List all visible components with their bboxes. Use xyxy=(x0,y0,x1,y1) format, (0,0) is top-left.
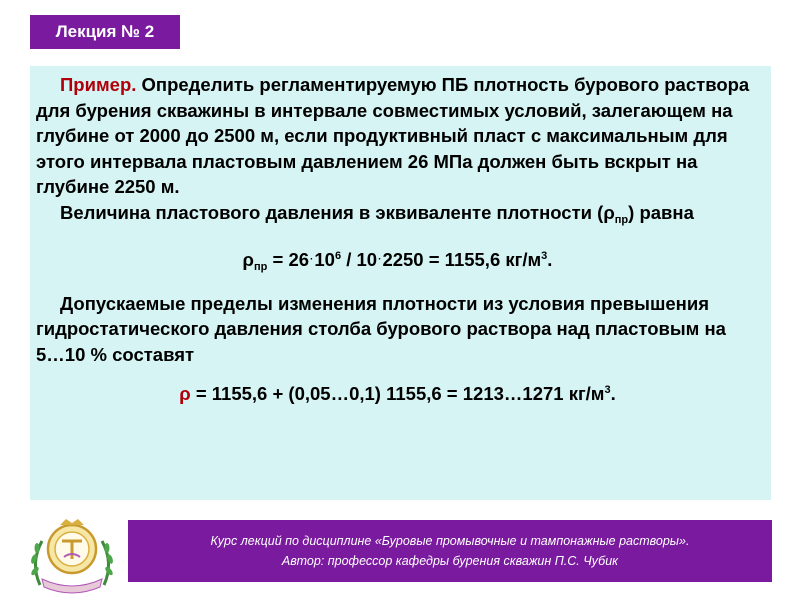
formula1-part2: 10 xyxy=(314,249,335,270)
equivalent-density-text: Величина пластового давления в эквиваленте плотности (ρ xyxy=(60,201,615,223)
formula-density-range xyxy=(36,381,759,407)
example-label: Пример. xyxy=(60,74,137,95)
formula-reservoir-density xyxy=(36,247,759,273)
lecture-content-panel xyxy=(30,66,771,500)
formula2-symbol: ρ xyxy=(179,383,191,404)
multiply-dot: · xyxy=(378,254,382,265)
formula1-part4: 2250 = 1155,6 кг/м xyxy=(382,249,542,270)
formula1-subscript: пр xyxy=(254,261,268,273)
example-paragraph xyxy=(36,72,759,200)
formula1-exponent: 6 xyxy=(334,250,342,262)
formula2-body: = 1155,6 + (0,05…0,1) 1155,6 = 1213…1271 кг/м xyxy=(195,383,605,404)
formula2-end: . xyxy=(610,383,616,404)
limits-paragraph xyxy=(36,291,759,368)
formula1-part3: / 10 xyxy=(346,249,378,270)
problem-text: Определить регламентируемую ПБ плотность бурового раствора для бурения скважины в интервале совместимых условий, залегающем на глубине от 2000 до 2500 м, если продуктивный пласт с максимальным для этого интервала пластовым давлением 26 МПа должен быть вскрыт на глубине 2250 м. xyxy=(36,74,750,197)
course-footer xyxy=(128,520,772,582)
lecture-number-badge xyxy=(30,15,180,49)
formula1-end: . xyxy=(547,249,553,270)
formula1-symbol: ρ xyxy=(242,249,254,270)
formula1-part1: = 26 xyxy=(272,249,310,270)
multiply-dot: · xyxy=(310,254,314,265)
limits-text: Допускаемые пределы изменения плотности из условия превышения гидростатического давления столба бурового раствора над пластовым на 5…10 % составят xyxy=(36,292,726,365)
equivalent-density-paragraph xyxy=(36,200,759,226)
equivalent-density-subscript: пр xyxy=(614,213,629,226)
course-title: Курс лекций по дисциплине «Буровые промывочные и тампонажные растворы». xyxy=(210,534,690,548)
lecture-number-label: Лекция № 2 xyxy=(55,22,155,41)
course-author: Автор: профессор кафедры бурения скважин П.С. Чубик xyxy=(281,554,619,568)
formula1-unit-exponent: 3 xyxy=(541,250,548,262)
formula2-unit-exponent: 3 xyxy=(604,384,611,396)
equivalent-density-text-end: ) равна xyxy=(628,201,694,223)
university-emblem-icon xyxy=(22,513,122,595)
